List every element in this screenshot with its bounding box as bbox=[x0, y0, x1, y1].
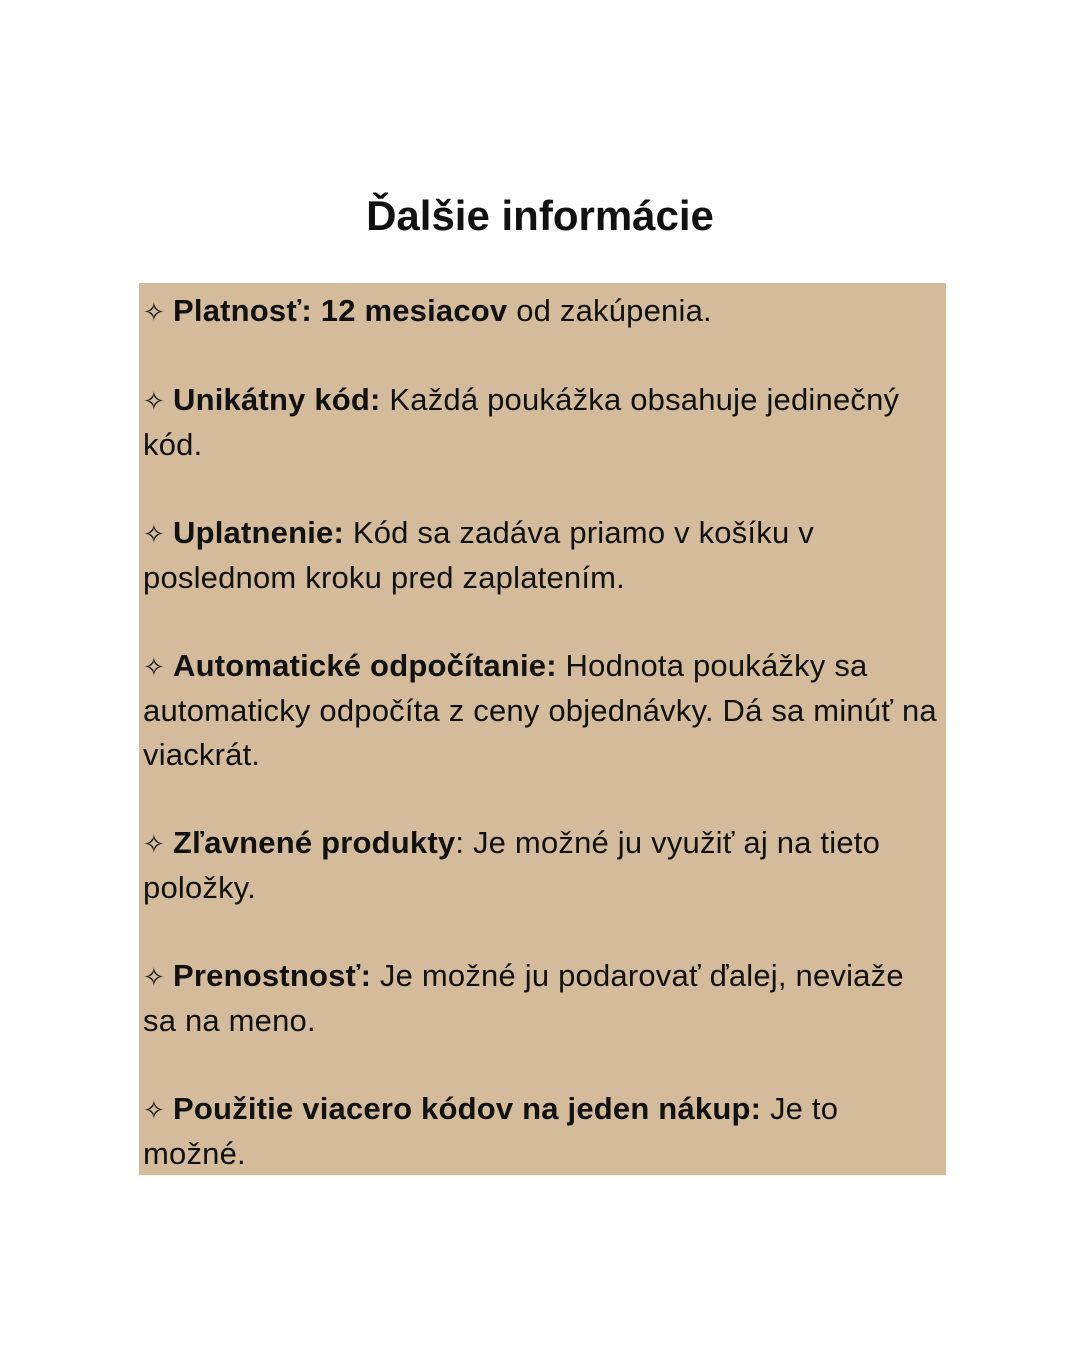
sparkle-icon: ✧ bbox=[143, 519, 165, 549]
info-item-redemption bbox=[143, 511, 942, 600]
info-item-unique-code bbox=[143, 378, 942, 467]
info-item-text: : Je možné ju využiť aj na tieto položky. bbox=[143, 825, 881, 905]
info-item-text: Každá poukážka obsahuje jedinečný kód. bbox=[143, 382, 900, 462]
info-item-discounted-products bbox=[143, 821, 942, 910]
sparkle-icon: ✧ bbox=[143, 652, 165, 682]
info-item-multiple-codes bbox=[143, 1087, 942, 1176]
info-item-label: Platnosť: 12 mesiacov bbox=[173, 293, 508, 328]
info-item-text: Je možné ju podarovať ďalej, neviaže sa na meno. bbox=[143, 958, 904, 1038]
info-item-label: Zľavnené produkty bbox=[173, 825, 456, 860]
info-item-text: Je to možné. bbox=[143, 1091, 839, 1171]
info-item-auto-deduction bbox=[143, 644, 942, 777]
info-item-transferability bbox=[143, 954, 942, 1043]
sparkle-icon: ✧ bbox=[143, 1095, 165, 1125]
info-item-text: Hodnota poukážky sa automaticky odpočíta z ceny objednávky. Dá sa minúť na viackrát. bbox=[143, 648, 937, 772]
info-item-label: Unikátny kód: bbox=[173, 382, 381, 417]
info-item-validity bbox=[143, 289, 942, 334]
info-item-text: Kód sa zadáva priamo v košíku v poslednom kroku pred zaplatením. bbox=[143, 515, 814, 595]
info-item-label: Prenostnosť: bbox=[173, 958, 372, 993]
info-item-text: od zakúpenia. bbox=[507, 293, 712, 328]
sparkle-icon: ✧ bbox=[143, 962, 165, 992]
info-item-label: Uplatnenie: bbox=[173, 515, 344, 550]
page-title: Ďalšie informácie bbox=[366, 192, 714, 239]
sparkle-icon: ✧ bbox=[143, 386, 165, 416]
sparkle-icon: ✧ bbox=[143, 829, 165, 859]
info-item-label: Automatické odpočítanie: bbox=[173, 648, 557, 683]
info-panel bbox=[139, 283, 946, 1175]
sparkle-icon: ✧ bbox=[143, 297, 165, 327]
info-item-label: Použitie viacero kódov na jeden nákup: bbox=[173, 1091, 762, 1126]
